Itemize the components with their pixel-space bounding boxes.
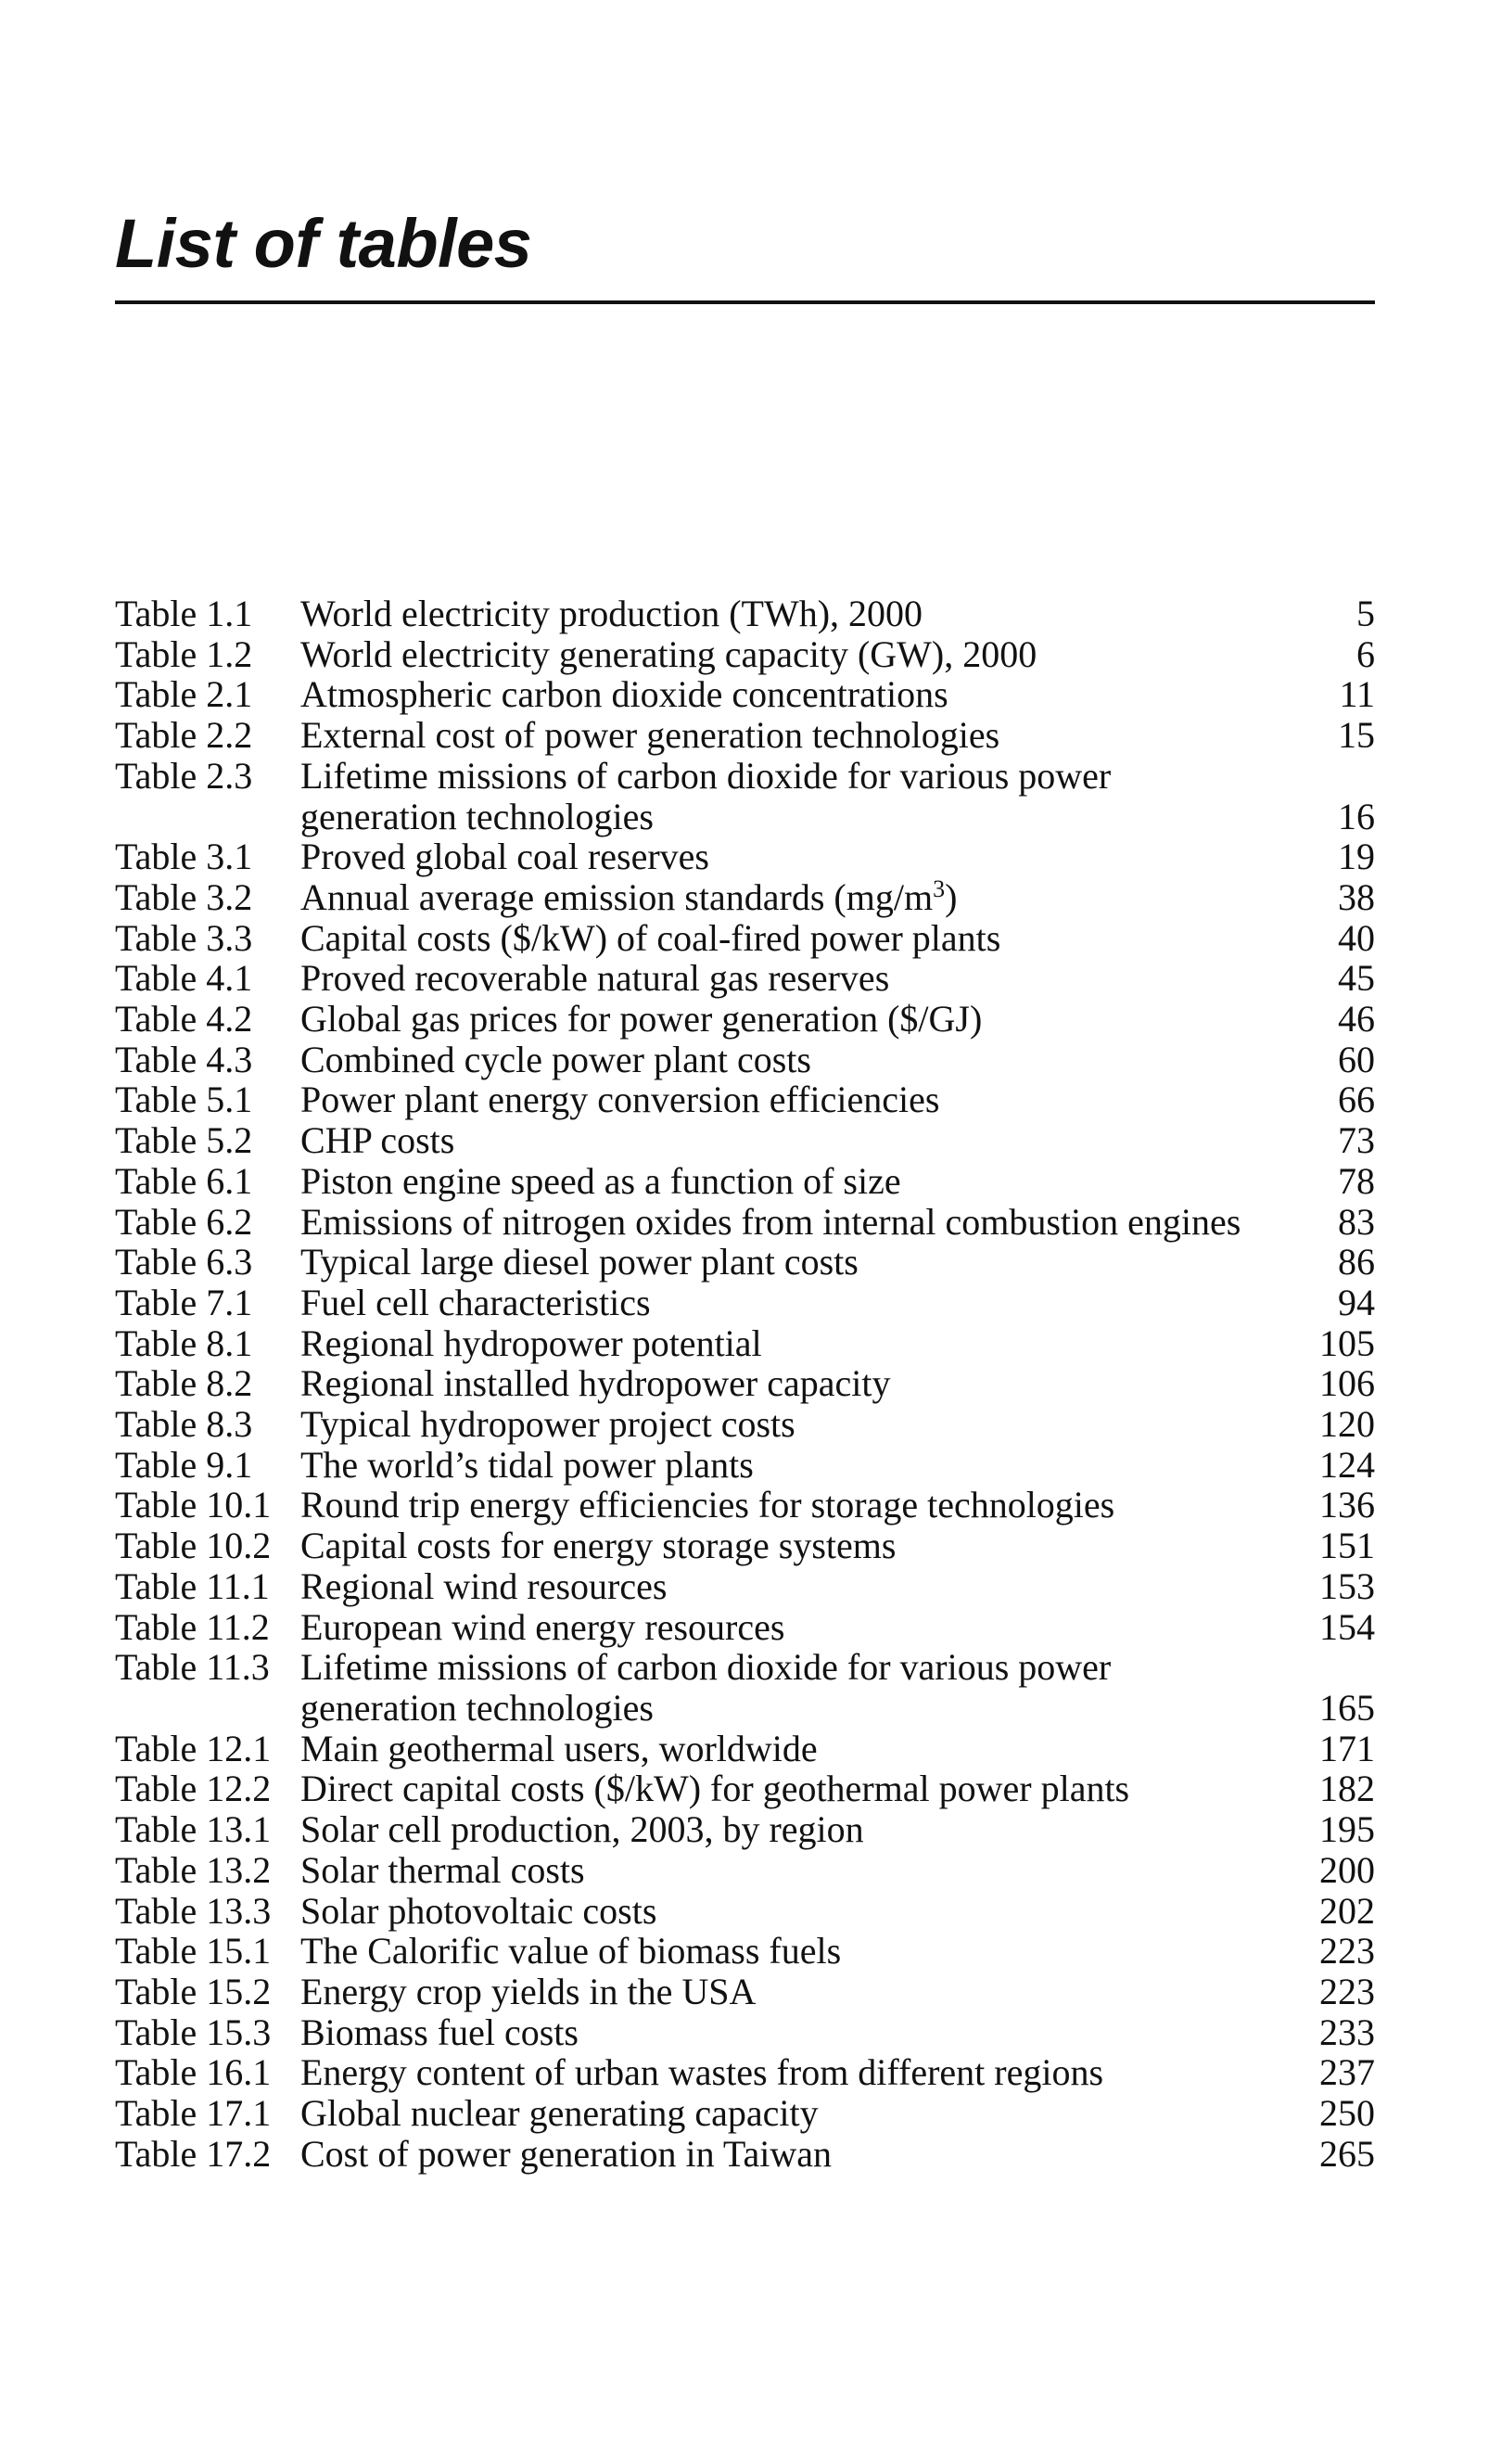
page-number: 5 xyxy=(1356,593,1375,634)
page-number: 233 xyxy=(1319,2011,1375,2053)
table-label: Table 12.2 xyxy=(115,1768,272,1810)
table-list-entry[interactable] xyxy=(115,1809,1375,1850)
page-number: 66 xyxy=(1338,1079,1375,1121)
table-label: Table 17.1 xyxy=(115,2092,272,2135)
page-number: 124 xyxy=(1319,1443,1375,1486)
table-caption: Regional hydropower potential xyxy=(300,1321,762,1364)
table-caption: Cost of power generation in Taiwan xyxy=(300,2132,832,2175)
title-rule xyxy=(115,300,1375,304)
table-label: Table 17.2 xyxy=(115,2132,272,2175)
table-label: Table 10.1 xyxy=(115,1484,272,1526)
table-label: Table 4.3 xyxy=(115,1038,253,1080)
table-caption: CHP costs xyxy=(300,1119,455,1162)
table-caption: Piston engine speed as a function of size xyxy=(300,1159,901,1202)
table-list xyxy=(115,594,1375,2174)
page-number: 86 xyxy=(1338,1241,1375,1283)
table-label: Table 3.1 xyxy=(115,836,253,878)
table-caption: Round trip energy efficiencies for storage technologies xyxy=(300,1484,1115,1526)
table-label: Table 1.2 xyxy=(115,632,253,675)
page-number: 73 xyxy=(1338,1119,1375,1162)
table-label: Table 4.2 xyxy=(115,998,253,1040)
table-caption: World electricity production (TWh), 2000 xyxy=(300,593,923,634)
table-label: Table 2.2 xyxy=(115,714,253,757)
table-caption: Annual average emission standards $(mg/m^3)$ xyxy=(300,875,958,918)
table-caption: Typical hydropower project costs xyxy=(300,1403,795,1446)
table-caption: Atmospheric carbon dioxide concentrations xyxy=(300,673,948,716)
table-label: Table 15.1 xyxy=(115,1930,272,1972)
table-list-entry[interactable] xyxy=(115,999,1375,1040)
table-caption: Regional installed hydropower capacity xyxy=(300,1362,891,1405)
table-list-entry[interactable] xyxy=(115,2134,1375,2175)
table-list-entry[interactable] xyxy=(115,877,1375,918)
table-label: Table 4.1 xyxy=(115,957,253,1000)
page-number: 153 xyxy=(1319,1564,1375,1607)
page-number: 200 xyxy=(1319,1848,1375,1891)
table-list-entry[interactable] xyxy=(115,958,1375,999)
table-label: Table 2.1 xyxy=(115,673,253,716)
table-list-entry[interactable] xyxy=(115,2093,1375,2134)
table-caption: Fuel cell characteristics xyxy=(300,1281,651,1323)
page-number: 237 xyxy=(1319,2051,1375,2094)
page-number: 94 xyxy=(1338,1281,1375,1323)
table-label: Table 12.1 xyxy=(115,1727,272,1769)
table-list-entry[interactable] xyxy=(115,1891,1375,1932)
page-number: 265 xyxy=(1319,2132,1375,2175)
table-label: Table 5.1 xyxy=(115,1079,253,1121)
table-label: Table 3.2 xyxy=(115,875,253,918)
page-title: List of tables xyxy=(115,205,532,282)
table-caption: Proved recoverable natural gas reserves xyxy=(300,957,890,1000)
table-caption: External cost of power generation technologies xyxy=(300,714,1000,757)
table-caption: Global gas prices for power generation ($/GJ) xyxy=(300,998,983,1040)
table-list-entry[interactable] xyxy=(115,918,1375,959)
table-label: Table 8.2 xyxy=(115,1362,253,1405)
table-list-entry[interactable] xyxy=(115,1931,1375,1972)
table-list-entry[interactable] xyxy=(115,1040,1375,1080)
table-label: Table 7.1 xyxy=(115,1281,253,1323)
table-list-entry[interactable] xyxy=(115,836,1375,877)
table-caption: Regional wind resources xyxy=(300,1564,668,1607)
table-list-entry[interactable] xyxy=(115,2052,1375,2093)
table-list-entry[interactable] xyxy=(115,1079,1375,1120)
table-list-entry[interactable] xyxy=(115,1566,1375,1607)
page-number: 154 xyxy=(1319,1605,1375,1648)
table-caption: Proved global coal reserves xyxy=(300,836,709,878)
table-caption: World electricity generating capacity (GW), 2000 xyxy=(300,632,1037,675)
table-list-entry[interactable] xyxy=(115,1445,1375,1486)
page-number: 40 xyxy=(1338,916,1375,959)
page-number: 195 xyxy=(1319,1808,1375,1851)
caption-superscript: 3 xyxy=(933,875,946,902)
table-list-entry[interactable] xyxy=(115,715,1375,756)
page-number: 16 xyxy=(1338,795,1375,837)
page-number: 105 xyxy=(1319,1321,1375,1364)
page-number: 250 xyxy=(1319,2092,1375,2135)
table-list-entry[interactable] xyxy=(115,1161,1375,1202)
table-list-entry[interactable] xyxy=(115,1972,1375,2012)
table-caption: Energy content of urban wastes from different regions xyxy=(300,2051,1104,2094)
page-number: 19 xyxy=(1338,836,1375,878)
table-caption: Typical large diesel power plant costs xyxy=(300,1241,859,1283)
table-list-entry[interactable] xyxy=(115,1768,1375,1809)
table-label: Table 15.3 xyxy=(115,2011,272,2053)
page-number: 15 xyxy=(1338,714,1375,757)
page-number: 60 xyxy=(1338,1038,1375,1080)
table-label: Table 13.2 xyxy=(115,1848,272,1891)
page-number: 223 xyxy=(1319,1930,1375,1972)
table-label: Table 8.3 xyxy=(115,1403,253,1446)
table-label: Table 16.1 xyxy=(115,2051,272,2094)
table-caption: The world’s tidal power plants xyxy=(300,1443,754,1486)
table-label: Table 11.1 xyxy=(115,1564,270,1607)
table-label: Table 6.3 xyxy=(115,1241,253,1283)
page-number: 46 xyxy=(1338,998,1375,1040)
table-caption: Capital costs for energy storage systems xyxy=(300,1525,897,1567)
page-number: 83 xyxy=(1338,1200,1375,1243)
table-caption: Combined cycle power plant costs xyxy=(300,1038,811,1080)
table-label: Table 9.1 xyxy=(115,1443,253,1486)
table-list-entry[interactable] xyxy=(115,1120,1375,1161)
table-list-entry[interactable] xyxy=(115,1404,1375,1445)
table-list-entry[interactable] xyxy=(115,1323,1375,1364)
table-list-entry[interactable] xyxy=(115,1607,1375,1648)
table-caption: Emissions of nitrogen oxides from internal combustion engines xyxy=(300,1200,1241,1243)
page-number: 11 xyxy=(1339,673,1375,716)
table-list-entry[interactable] xyxy=(115,2012,1375,2053)
table-label: Table 11.2 xyxy=(115,1605,270,1648)
table-caption: Energy crop yields in the USA xyxy=(300,1970,757,2012)
page-number: 223 xyxy=(1319,1970,1375,2012)
table-label: Table 2.3 xyxy=(115,754,253,797)
table-caption: Solar photovoltaic costs xyxy=(300,1889,657,1932)
table-list-entry[interactable] xyxy=(115,756,1375,836)
table-list-entry[interactable] xyxy=(115,1647,1375,1728)
page-number: 202 xyxy=(1319,1889,1375,1932)
table-list-entry[interactable] xyxy=(115,1850,1375,1891)
table-label: Table 3.3 xyxy=(115,916,253,959)
table-label: Table 6.2 xyxy=(115,1200,253,1243)
table-label: Table 15.2 xyxy=(115,1970,272,2012)
table-list-entry[interactable] xyxy=(115,1202,1375,1243)
table-caption: European wind energy resources xyxy=(300,1605,785,1648)
table-label: Table 13.3 xyxy=(115,1889,272,1932)
page-number: 120 xyxy=(1319,1403,1375,1446)
table-caption: Global nuclear generating capacity xyxy=(300,2092,819,2135)
page-number: 45 xyxy=(1338,957,1375,1000)
page-number: 151 xyxy=(1319,1525,1375,1567)
table-caption: Main geothermal users, worldwide xyxy=(300,1727,818,1769)
table-caption: The Calorific value of biomass fuels xyxy=(300,1930,842,1972)
table-caption: Lifetime missions of carbon dioxide for various power generation technologies xyxy=(300,1646,1112,1729)
table-caption: Direct capital costs ($/kW) for geothermal power plants xyxy=(300,1768,1130,1810)
table-list-entry[interactable] xyxy=(115,1363,1375,1404)
page-number: 171 xyxy=(1319,1727,1375,1769)
table-list-entry[interactable] xyxy=(115,1283,1375,1323)
table-list-entry[interactable] xyxy=(115,594,1375,634)
table-label: Table 8.1 xyxy=(115,1321,253,1364)
table-list-entry[interactable] xyxy=(115,1485,1375,1526)
page-number: 136 xyxy=(1319,1484,1375,1526)
table-list-entry[interactable] xyxy=(115,634,1375,675)
page-number: 6 xyxy=(1356,632,1375,675)
table-label: Table 13.1 xyxy=(115,1808,272,1851)
table-caption: Solar cell production, 2003, by region xyxy=(300,1808,864,1851)
page-number: 182 xyxy=(1319,1768,1375,1810)
page-number: 165 xyxy=(1319,1686,1375,1729)
table-caption: Biomass fuel costs xyxy=(300,2011,579,2053)
table-caption: Lifetime missions of carbon dioxide for various power generation technologies xyxy=(300,754,1112,837)
table-label: Table 6.1 xyxy=(115,1159,253,1202)
table-list-entry[interactable] xyxy=(115,1729,1375,1769)
table-caption: Capital costs ($/kW) of coal-fired power plants xyxy=(300,916,1001,959)
page-number: 38 xyxy=(1338,875,1375,918)
table-list-entry[interactable] xyxy=(115,1526,1375,1566)
table-caption: Solar thermal costs xyxy=(300,1848,585,1891)
page-number: 106 xyxy=(1319,1362,1375,1405)
table-label: Table 11.3 xyxy=(115,1646,270,1689)
table-label: Table 1.1 xyxy=(115,593,253,634)
table-label: Table 10.2 xyxy=(115,1525,272,1567)
table-label: Table 5.2 xyxy=(115,1119,253,1162)
table-list-entry[interactable] xyxy=(115,1242,1375,1283)
table-list-entry[interactable] xyxy=(115,674,1375,715)
page-number: 78 xyxy=(1338,1159,1375,1202)
table-caption: Power plant energy conversion efficiencies xyxy=(300,1079,940,1121)
